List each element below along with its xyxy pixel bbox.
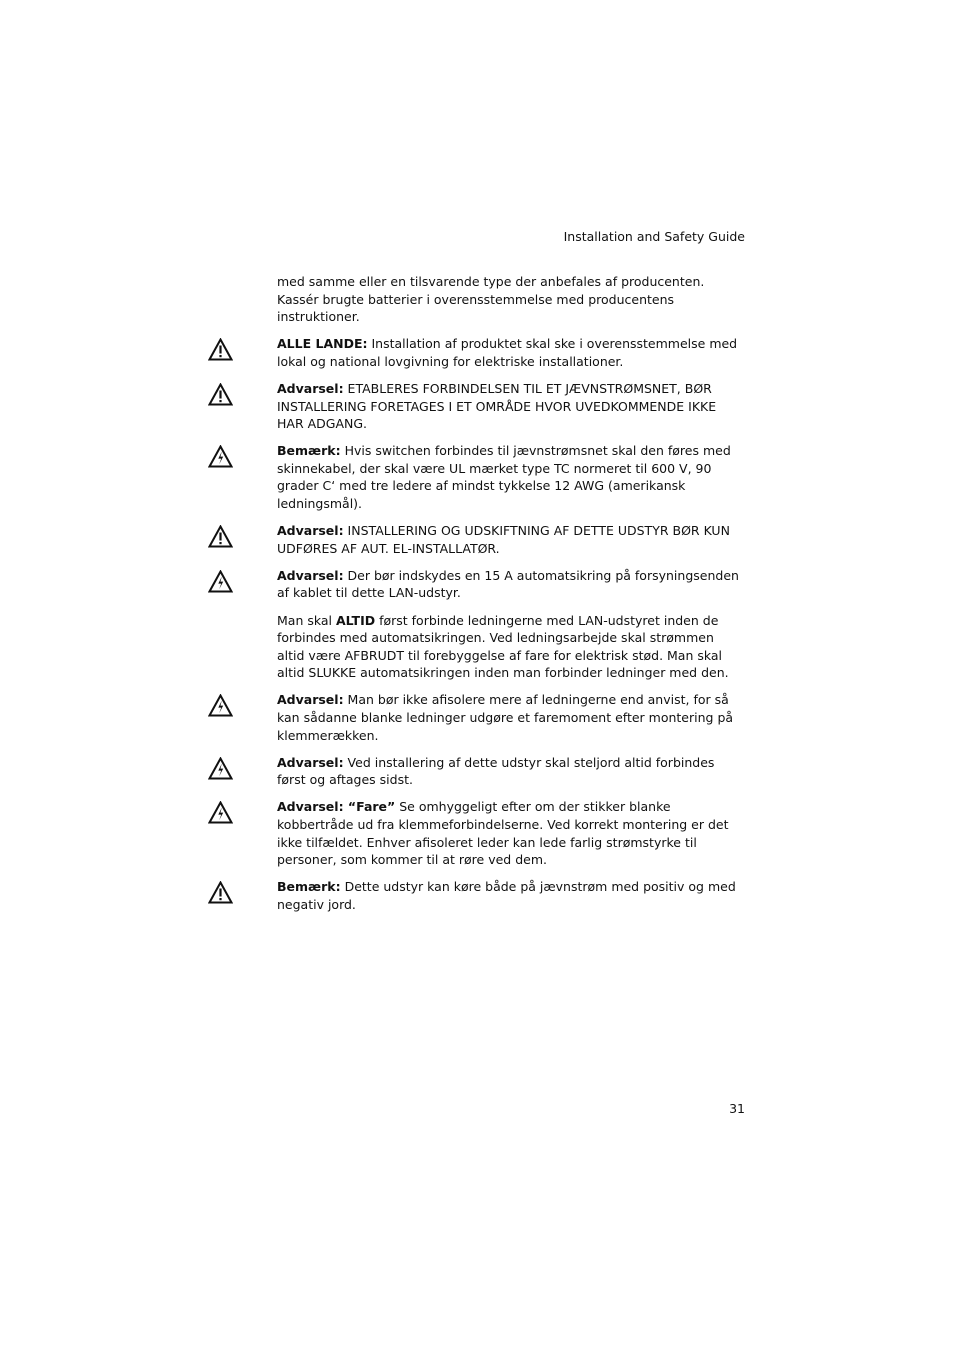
- paragraph-danger-warning: [277, 798, 745, 868]
- paragraph-text: Advarsel: Man bør ikke afisolere mere af ledningerne end anvist, for så kan sådanne blanke ledninger udgøre et faremoment efter montering på klemmerækken.: [277, 692, 734, 743]
- paragraph-lead: Advarsel:: [277, 380, 344, 396]
- paragraph-installer-warning: [277, 522, 745, 557]
- paragraph-always-connect: [277, 612, 745, 682]
- warning-icon: [208, 881, 233, 904]
- paragraph-text: Advarsel: ETABLERES FORBINDELSEN TIL ET JÆVNSTRØMSNET, BØR INSTALLERING FORETAGES I ET OMRÅDE HVOR UVEDKOMMENDE IKKE HAR ADGANG.: [277, 380, 717, 432]
- paragraph-lead: Bemærk:: [277, 443, 341, 459]
- paragraph-lead: Advarsel: “Fare”: [277, 799, 396, 815]
- paragraph-lead: Advarsel:: [277, 567, 344, 583]
- paragraph-text: Advarsel: Der bør indskydes en 15 A automatsikring på forsyningsenden af kablet til dette LAN-udstyr.: [277, 567, 739, 601]
- paragraph-battery-disposal: [277, 273, 745, 326]
- running-header: Installation and Safety Guide: [563, 229, 745, 244]
- paragraph-text: Advarsel: INSTALLERING OG UDSKIFTNING AF DETTE UDSTYR BØR KUN UDFØRES AF AUT. EL-INSTALLATØR.: [277, 523, 730, 556]
- electrical-hazard-icon: [208, 694, 233, 717]
- paragraph-lead: Advarsel:: [277, 754, 344, 770]
- electrical-hazard-icon: [208, 570, 233, 593]
- electrical-hazard-icon: [208, 801, 233, 824]
- paragraph-lead: Advarsel:: [277, 692, 344, 708]
- electrical-hazard-icon: [208, 757, 233, 780]
- electrical-hazard-icon: [208, 445, 233, 468]
- paragraph-breaker-warning: [277, 567, 745, 602]
- warning-icon: [208, 525, 233, 548]
- paragraph-all-countries: [277, 335, 745, 370]
- paragraph-lead: ALLE LANDE:: [277, 336, 368, 352]
- warning-icon: [208, 338, 233, 361]
- paragraph-text: Advarsel: Ved installering af dette udstyr skal steljord altid forbindes først og aftages sidst.: [277, 754, 715, 788]
- paragraph-text: Man skal ALTID først forbinde ledningerne med LAN-udstyret inden de forbindes med automatsikringen. Ved ledningsarbejde skal strømmen altid være AFBRUDT til forebyggelse af fare for elektrisk stød. Man skal altid SLUKKE automatsikringen inden man forbinder ledninger med den.: [277, 612, 729, 681]
- paragraph-text: Bemærk: Dette udstyr kan køre både på jævnstrøm med positiv og med negativ jord.: [277, 879, 736, 912]
- paragraph-polarity-note: [277, 878, 745, 913]
- document-body: [277, 273, 745, 923]
- paragraph-text: med samme eller en tilsvarende type der anbefales af producenten. Kassér brugte batterier i overensstemmelse med producentens instruktioner.: [277, 274, 705, 325]
- warning-icon: [208, 383, 233, 406]
- emphasis-always: ALTID: [335, 612, 376, 628]
- paragraph-stripping-warning: [277, 691, 745, 744]
- paragraph-ground-warning: [277, 754, 745, 789]
- paragraph-cable-note: [277, 442, 745, 512]
- paragraph-lead: Bemærk:: [277, 879, 341, 895]
- paragraph-text: Bemærk: Hvis switchen forbindes til jævnstrømsnet skal den føres med skinnekabel, der skal være UL mærket type TC normeret til 600 V, 90 grader C‘ med tre ledere af mindst tykkelse 12 AWG (amerikansk ledningsmål).: [277, 443, 731, 512]
- paragraph-dc-network-warning: [277, 380, 745, 433]
- paragraph-text: ALLE LANDE: Installation af produktet skal ske i overensstemmelse med lokal og national lovgivning for elektriske installationer.: [277, 336, 738, 369]
- page-number: 31: [729, 1101, 745, 1116]
- paragraph-lead: Advarsel:: [277, 523, 344, 539]
- paragraph-text: Advarsel: “Fare” Se omhyggeligt efter om der stikker blanke kobbertråde ud fra klemmeforbindelserne. Ved korrekt montering er det ikke tilfældet. Enhver afisoleret leder kan lede farlig strømstyrke til personer, som kommer til at røre ved dem.: [277, 799, 729, 868]
